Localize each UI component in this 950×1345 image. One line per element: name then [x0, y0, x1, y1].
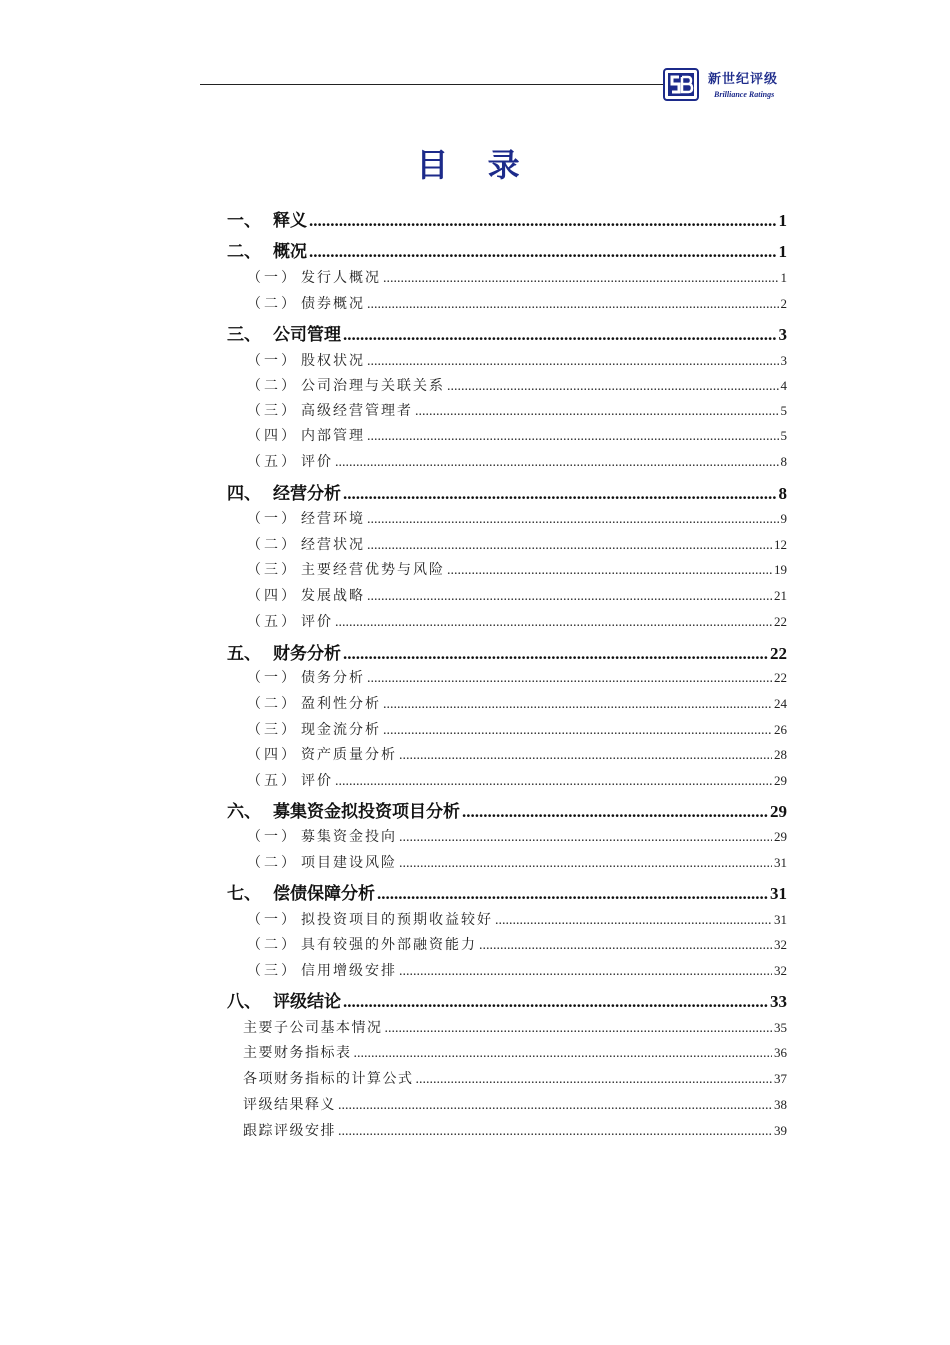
- toc-entry-label: 评级结果释义: [243, 1097, 336, 1113]
- toc-entry-number: 七、: [227, 884, 261, 904]
- toc-dot-leader: [335, 614, 772, 631]
- toc-page-number: 4: [780, 378, 787, 393]
- toc-page-number: 2: [780, 296, 787, 311]
- toc-dot-leader: [383, 722, 772, 739]
- toc-chapter-entry[interactable]: [227, 479, 787, 504]
- toc-page-number: 9: [780, 511, 787, 526]
- toc-entry-label: 公司管理: [273, 325, 341, 345]
- toc-page-number: 3: [778, 325, 787, 344]
- toc-entry-label: 发行人概况: [301, 270, 381, 286]
- toc-dot-leader: [309, 211, 777, 231]
- toc-section-entry[interactable]: [247, 508, 787, 528]
- toc-appendix-entry[interactable]: [243, 1068, 787, 1088]
- toc-dot-leader: [399, 747, 772, 764]
- toc-page-number: 8: [780, 454, 787, 469]
- toc-section-entry[interactable]: [247, 451, 787, 471]
- toc-entry-number: 四、: [227, 484, 261, 504]
- toc-entry-label: 评价: [301, 614, 333, 630]
- toc-dot-leader: [309, 242, 777, 262]
- toc-section-entry[interactable]: [247, 534, 787, 554]
- toc-entry-label: 资产质量分析: [301, 747, 397, 763]
- toc-dot-leader: [335, 773, 772, 790]
- toc-section-entry[interactable]: [247, 934, 787, 954]
- toc-entry-label: 财务分析: [273, 644, 341, 664]
- toc-page-number: 22: [770, 644, 787, 663]
- toc-page-number: 38: [774, 1097, 787, 1112]
- toc-section-entry[interactable]: [247, 611, 787, 631]
- toc-page-number: 29: [774, 829, 787, 844]
- toc-entry-label: 债务分析: [301, 670, 365, 686]
- toc-appendix-entry[interactable]: [243, 1017, 787, 1037]
- toc-dot-leader: [367, 537, 772, 554]
- toc-entry-number: 六、: [227, 802, 261, 822]
- toc-dot-leader: [399, 855, 772, 872]
- header-rule: [200, 84, 665, 85]
- toc-page-number: 31: [774, 855, 787, 870]
- toc-section-entry[interactable]: [247, 350, 787, 370]
- toc-entry-label: 释义: [273, 211, 307, 231]
- toc-dot-leader: [383, 696, 772, 713]
- toc-dot-leader: [367, 670, 772, 687]
- toc-entry-label: 拟投资项目的预期收益较好: [301, 912, 493, 928]
- toc-dot-leader: [462, 802, 768, 822]
- toc-entry-label: 盈利性分析: [301, 696, 381, 712]
- toc-dot-leader: [367, 511, 779, 528]
- toc-section-entry[interactable]: [247, 693, 787, 713]
- toc-entry-label: 内部管理: [301, 428, 365, 444]
- toc-entry-label: 评价: [301, 773, 333, 789]
- toc-entry-number: 三、: [227, 325, 261, 345]
- toc-page-number: 19: [774, 562, 787, 577]
- toc-chapter-entry[interactable]: [227, 320, 787, 345]
- toc-section-entry[interactable]: [247, 293, 787, 313]
- toc-dot-leader: [367, 296, 779, 313]
- toc-page-number: 8: [778, 484, 787, 503]
- toc-entry-number: （一）: [247, 670, 298, 686]
- toc-entry-label: 主要经营优势与风险: [301, 562, 445, 578]
- toc-entry-label: 具有较强的外部融资能力: [301, 937, 477, 953]
- toc-page-number: 5: [780, 403, 787, 418]
- toc-page-number: 5: [780, 428, 787, 443]
- toc-page-number: 37: [774, 1071, 787, 1086]
- toc-dot-leader: [343, 484, 777, 504]
- toc-entry-label: 公司治理与关联关系: [301, 378, 445, 394]
- toc-entry-label: 经营分析: [273, 484, 341, 504]
- toc-section-entry[interactable]: [247, 425, 787, 445]
- toc-entry-label: 项目建设风险: [301, 855, 397, 871]
- toc-entry-label: 偿债保障分析: [273, 884, 375, 904]
- toc-entry-label: 评价: [301, 454, 333, 470]
- toc-page-number: 3: [780, 353, 787, 368]
- toc-entry-number: （二）: [247, 296, 298, 312]
- toc-chapter-entry[interactable]: [227, 639, 787, 664]
- toc-section-entry[interactable]: [247, 852, 787, 872]
- toc-entry-number: 五、: [227, 644, 261, 664]
- toc-entry-label: 信用增级安排: [301, 963, 397, 979]
- toc-entry-number: 八、: [227, 992, 261, 1012]
- toc-dot-leader: [415, 403, 779, 420]
- toc-section-entry[interactable]: [247, 375, 787, 395]
- toc-entry-label: 高级经营管理者: [301, 403, 413, 419]
- toc-entry-label: 概况: [273, 242, 307, 262]
- toc-page-number: 35: [774, 1020, 787, 1035]
- toc-entry-label: 各项财务指标的计算公式: [243, 1071, 414, 1087]
- toc-page-number: 32: [774, 963, 787, 978]
- toc-entry-number: （二）: [247, 537, 298, 553]
- toc-dot-leader: [447, 562, 772, 579]
- toc-entry-label: 募集资金拟投资项目分析: [273, 802, 460, 822]
- toc-dot-leader: [385, 1020, 773, 1037]
- toc-page-number: 31: [774, 912, 787, 927]
- toc-entry-label: 经营环境: [301, 511, 365, 527]
- toc-dot-leader: [367, 588, 772, 605]
- toc-entry-label: 债券概况: [301, 296, 365, 312]
- toc-appendix-entry[interactable]: [243, 1094, 787, 1114]
- toc-chapter-entry[interactable]: [227, 237, 787, 262]
- toc-dot-leader: [479, 937, 772, 954]
- toc-page-number: 24: [774, 696, 787, 711]
- toc-dot-leader: [416, 1071, 773, 1088]
- toc-section-entry[interactable]: [247, 744, 787, 764]
- toc-chapter-entry[interactable]: [227, 206, 787, 231]
- toc-entry-label: 跟踪评级安排: [243, 1123, 336, 1139]
- toc-entry-number: （二）: [247, 378, 298, 394]
- toc-page-number: 22: [774, 614, 787, 629]
- toc-entry-label: 经营状况: [301, 537, 365, 553]
- toc-entry-number: （三）: [247, 403, 298, 419]
- toc-page-number: 39: [774, 1123, 787, 1138]
- toc-dot-leader: [343, 644, 768, 664]
- toc-dot-leader: [338, 1123, 772, 1140]
- page-title: 目 录: [416, 146, 534, 184]
- toc-dot-leader: [447, 378, 779, 395]
- brilliance-ratings-logo: [663, 68, 793, 104]
- toc-page-number: 1: [778, 242, 787, 261]
- toc-entry-label: 现金流分析: [301, 722, 381, 738]
- toc-section-entry[interactable]: [247, 960, 787, 980]
- toc-page-number: 26: [774, 722, 787, 737]
- toc-section-entry[interactable]: [247, 770, 787, 790]
- toc-dot-leader: [367, 428, 779, 445]
- toc-entry-number: （三）: [247, 562, 298, 578]
- toc-page-number: 32: [774, 937, 787, 952]
- toc-dot-leader: [354, 1045, 773, 1062]
- toc-dot-leader: [399, 829, 772, 846]
- toc-section-entry[interactable]: [247, 559, 787, 579]
- toc-dot-leader: [495, 912, 772, 929]
- toc-section-entry[interactable]: [247, 400, 787, 420]
- toc-page-number: 29: [770, 802, 787, 821]
- toc-entry-label: 评级结论: [273, 992, 341, 1012]
- toc-appendix-entry[interactable]: [243, 1120, 787, 1140]
- toc-chapter-entry[interactable]: [227, 879, 787, 904]
- toc-section-entry[interactable]: [247, 267, 787, 287]
- toc-page-number: 21: [774, 588, 787, 603]
- toc-entry-number: （四）: [247, 428, 298, 444]
- toc-entry-number: （二）: [247, 937, 298, 953]
- logo-english-name: Brilliance Ratings: [714, 90, 775, 99]
- toc-entry-number: （一）: [247, 912, 298, 928]
- toc-entry-number: （一）: [247, 270, 298, 286]
- toc-entry-number: 二、: [227, 242, 261, 262]
- toc-entry-number: （五）: [247, 773, 298, 789]
- toc-entry-label: 发展战略: [301, 588, 365, 604]
- toc-entry-number: （一）: [247, 353, 298, 369]
- toc-section-entry[interactable]: [247, 909, 787, 929]
- toc-chapter-entry[interactable]: [227, 987, 787, 1012]
- toc-page-number: 33: [770, 992, 787, 1011]
- sb-logo-icon: [663, 68, 699, 101]
- toc-page-number: 29: [774, 773, 787, 788]
- toc-page-number: 31: [770, 884, 787, 903]
- toc-section-entry[interactable]: [247, 826, 787, 846]
- toc-dot-leader: [377, 884, 768, 904]
- toc-dot-leader: [338, 1097, 772, 1114]
- toc-entry-number: （四）: [247, 747, 298, 763]
- toc-entry-number: （三）: [247, 963, 298, 979]
- toc-entry-label: 股权状况: [301, 353, 365, 369]
- toc-entry-number: （五）: [247, 614, 298, 630]
- toc-page-number: 28: [774, 747, 787, 762]
- toc-entry-number: （二）: [247, 855, 298, 871]
- toc-page-number: 1: [780, 270, 787, 285]
- toc-entry-label: 募集资金投向: [301, 829, 397, 845]
- toc-page-number: 12: [774, 537, 787, 552]
- toc-appendix-entry[interactable]: [243, 1042, 787, 1062]
- toc-entry-number: （一）: [247, 829, 298, 845]
- toc-entry-label: 主要子公司基本情况: [243, 1020, 383, 1036]
- toc-entry-number: （五）: [247, 454, 298, 470]
- toc-page-number: 36: [774, 1045, 787, 1060]
- toc-entry-number: （四）: [247, 588, 298, 604]
- toc-page-number: 22: [774, 670, 787, 685]
- toc-entry-number: （二）: [247, 696, 298, 712]
- toc-dot-leader: [335, 454, 779, 471]
- logo-chinese-name: 新世纪评级: [708, 72, 779, 87]
- toc-entry-number: （一）: [247, 511, 298, 527]
- toc-chapter-entry[interactable]: [227, 797, 787, 822]
- toc-entry-number: （三）: [247, 722, 298, 738]
- toc-dot-leader: [383, 270, 779, 287]
- toc-entry-number: 一、: [227, 211, 261, 231]
- toc-section-entry[interactable]: [247, 585, 787, 605]
- toc-dot-leader: [399, 963, 772, 980]
- toc-entry-label: 主要财务指标表: [243, 1045, 352, 1061]
- toc-dot-leader: [367, 353, 779, 370]
- toc-dot-leader: [343, 992, 768, 1012]
- toc-dot-leader: [343, 325, 777, 345]
- toc-section-entry[interactable]: [247, 667, 787, 687]
- toc-section-entry[interactable]: [247, 719, 787, 739]
- toc-page-number: 1: [778, 211, 787, 230]
